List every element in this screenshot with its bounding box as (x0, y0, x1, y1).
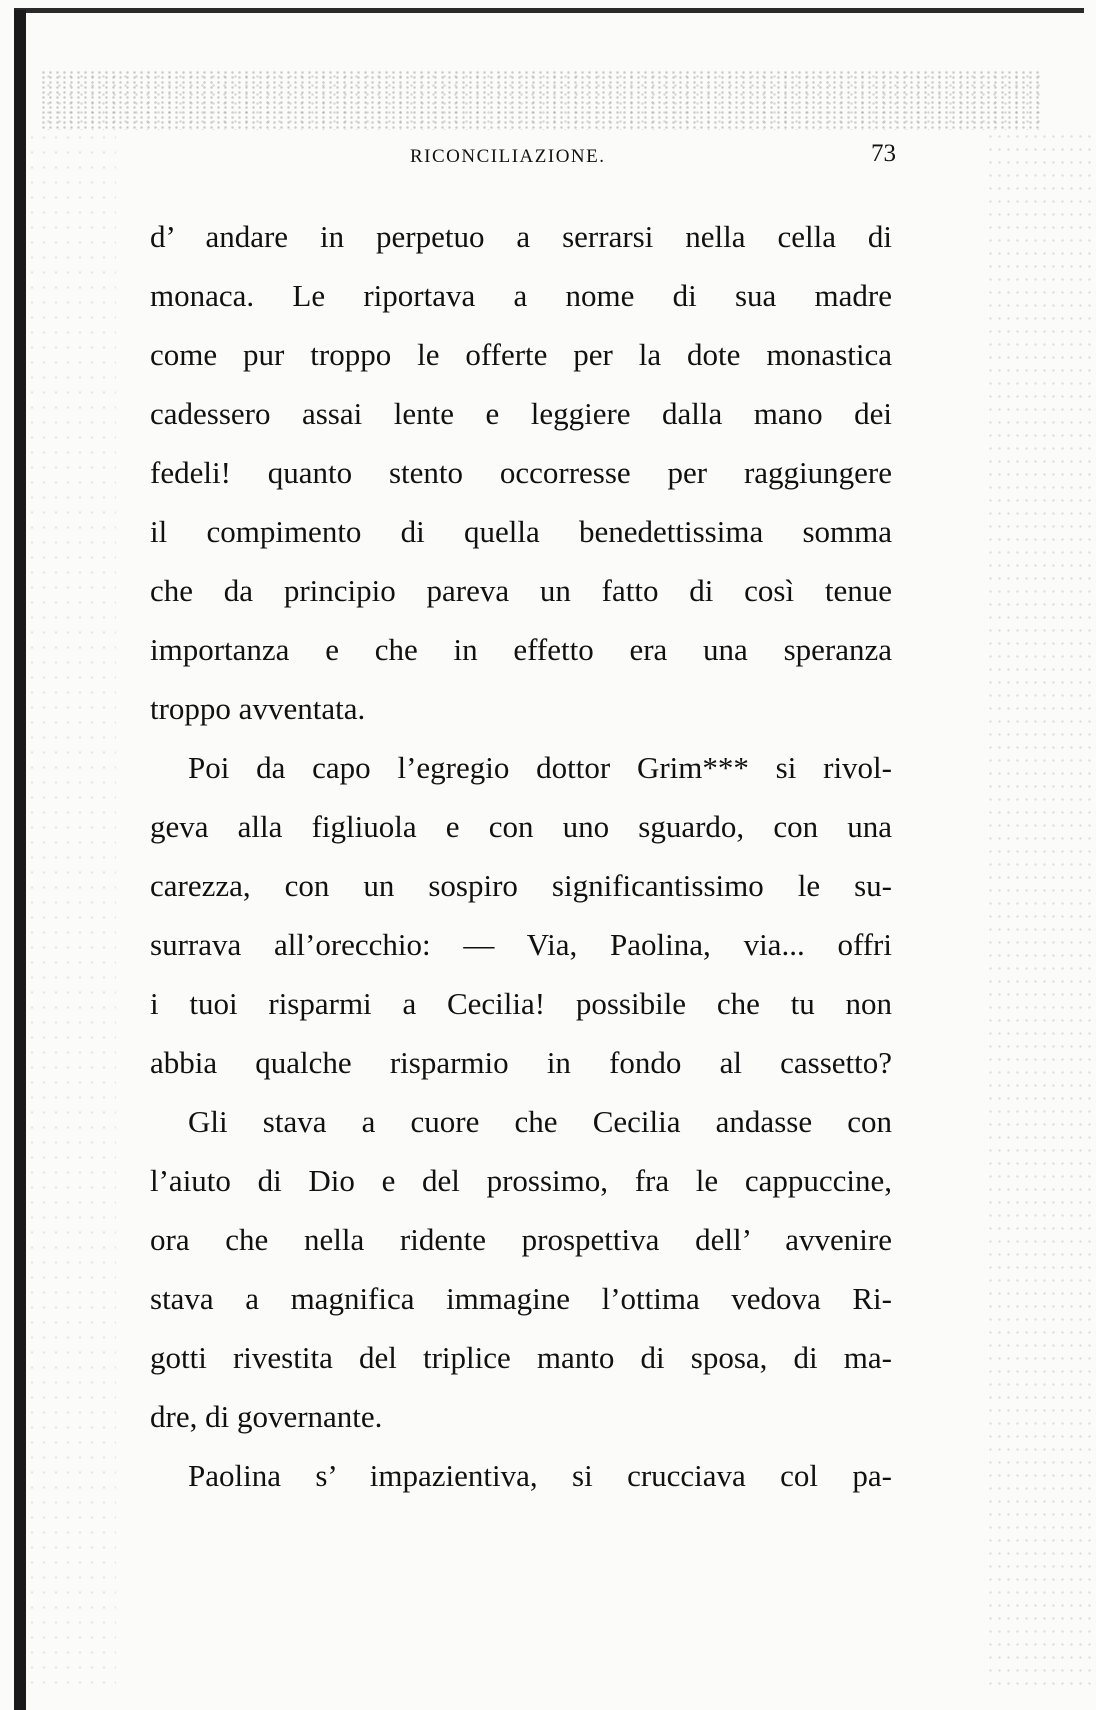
text-line: abbia qualche risparmio in fondo al cassetto? (150, 1045, 892, 1080)
text-line: geva alla figliuola e con uno sguardo, con una (150, 809, 892, 844)
scan-noise-header (40, 70, 1040, 130)
text-line: Paolina s’ impazientiva, si crucciava col pa- (188, 1458, 892, 1493)
text-line: cadessero assai lente e leggiere dalla mano dei (150, 396, 892, 431)
running-head: RICONCILIAZIONE. (410, 146, 606, 167)
text-line: ora che nella ridente prospettiva dell’ avvenire (150, 1222, 892, 1257)
text-line: surrava all’orecchio: — Via, Paolina, via... offri (150, 927, 892, 962)
text-line: Gli stava a cuore che Cecilia andasse con (188, 1104, 892, 1139)
text-line: d’ andare in perpetuo a serrarsi nella cella di (150, 219, 892, 254)
page-header (150, 140, 900, 180)
text-line: troppo avventata. (150, 691, 366, 726)
text-line: dre, di governante. (150, 1399, 383, 1434)
text-line: il compimento di quella benedettissima somma (150, 514, 892, 549)
text-line: stava a magnifica immagine l’ottima vedova Ri- (150, 1281, 892, 1316)
text-line: gotti rivestita del triplice manto di sposa, di ma- (150, 1340, 892, 1375)
body-text (150, 207, 892, 1505)
scan-noise-right (986, 130, 1096, 1690)
text-line: i tuoi risparmi a Cecilia! possibile che tu non (150, 986, 892, 1021)
text-line: Poi da capo l’egregio dottor Grim*** si rivol- (188, 750, 892, 785)
binding-edge (14, 10, 26, 1710)
text-line: come pur troppo le offerte per la dote monastica (150, 337, 892, 372)
text-line: fedeli! quanto stento occorresse per raggiungere (150, 455, 892, 490)
text-line: importanza e che in effetto era una speranza (150, 632, 892, 667)
page-top-edge (14, 8, 1084, 13)
text-line: carezza, con un sospiro significantissimo le su- (150, 868, 892, 903)
scan-noise-left (26, 130, 116, 1690)
text-line: monaca. Le riportava a nome di sua madre (150, 278, 892, 313)
page-number: 73 (871, 140, 896, 167)
text-line: che da principio pareva un fatto di così tenue (150, 573, 892, 608)
text-line: l’aiuto di Dio e del prossimo, fra le cappuccine, (150, 1163, 892, 1198)
